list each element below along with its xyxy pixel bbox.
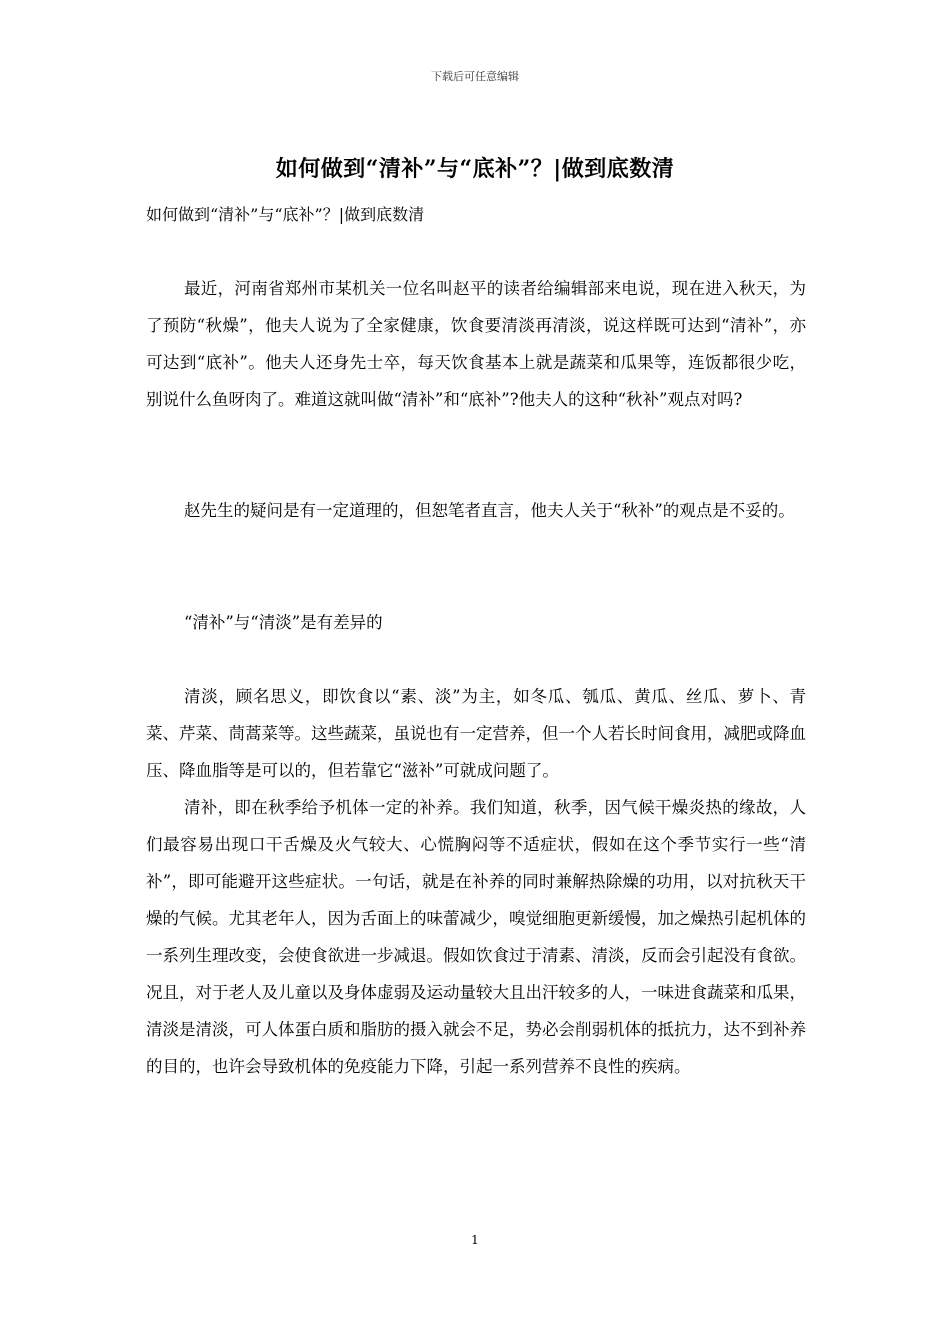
paragraph: 最近，河南省郑州市某机关一位名叫赵平的读者给编辑部来电说，现在进入秋天，为了预防“秋燥”，他夫人说为了全家健康，饮食要清淡再清淡，说这样既可达到“清补”，亦可达到“底补”。他夫人还身先士卒，每天饮食基本上就是蔬菜和瓜果等，连饭都很少吃，别说什么鱼呀肉了。难道这就叫做“清补”和“底补”?他夫人的这种“秋补”观点对吗? [146, 279, 806, 409]
paragraph: 赵先生的疑问是有一定道理的，但恕笔者直言，他夫人关于“秋补”的观点是不妥的。 [183, 501, 795, 520]
body-section [146, 604, 806, 641]
document-title: 如何做到“清补”与“底补”？|做到底数清 [275, 156, 675, 182]
section-heading: “清补”与“清淡”是有差异的 [183, 613, 383, 632]
page-number: 1 [471, 1233, 479, 1247]
body-section [146, 678, 806, 1085]
body-section [146, 270, 806, 418]
paragraph: 清补，即在秋季给予机体一定的补养。我们知道，秋季，因气候干燥炎热的缘故，人们最容易出现口干舌燥及火气较大、心慌胸闷等不适症状，假如在这个季节实行一些“清补”，即可能避开这些症状。一句话，就是在补养的同时兼解热除燥的功用，以对抗秋天干燥的气候。尤其老年人，因为舌面上的味蕾减少，嗅觉细胞更新缓慢，加之燥热引起机体的一系列生理改变，会使食欲进一步减退。假如饮食过于清素、清淡，反而会引起没有食欲。况且，对于老人及儿童以及身体虚弱及运动量较大且出汗较多的人，一味进食蔬菜和瓜果，清淡是清淡，可人体蛋白质和脂肪的摄入就会不足，势必会削弱机体的抵抗力，达不到补养的目的，也许会导致机体的免疫能力下降，引起一系列营养不良性的疾病。 [146, 798, 806, 1076]
page-header-note: 下载后可任意编辑 [431, 70, 519, 83]
document-subtitle: 如何做到“清补”与“底补”？|做到底数清 [146, 205, 425, 224]
body-section [146, 492, 806, 529]
paragraph: 清淡，顾名思义，即饮食以“素、淡”为主，如冬瓜、瓠瓜、黄瓜、丝瓜、萝卜、青菜、芹菜、茼蒿菜等。这些蔬菜，虽说也有一定营养，但一个人若长时间食用，减肥或降血压、降血脂等是可以的，但若靠它“滋补”可就成问题了。 [146, 687, 806, 780]
